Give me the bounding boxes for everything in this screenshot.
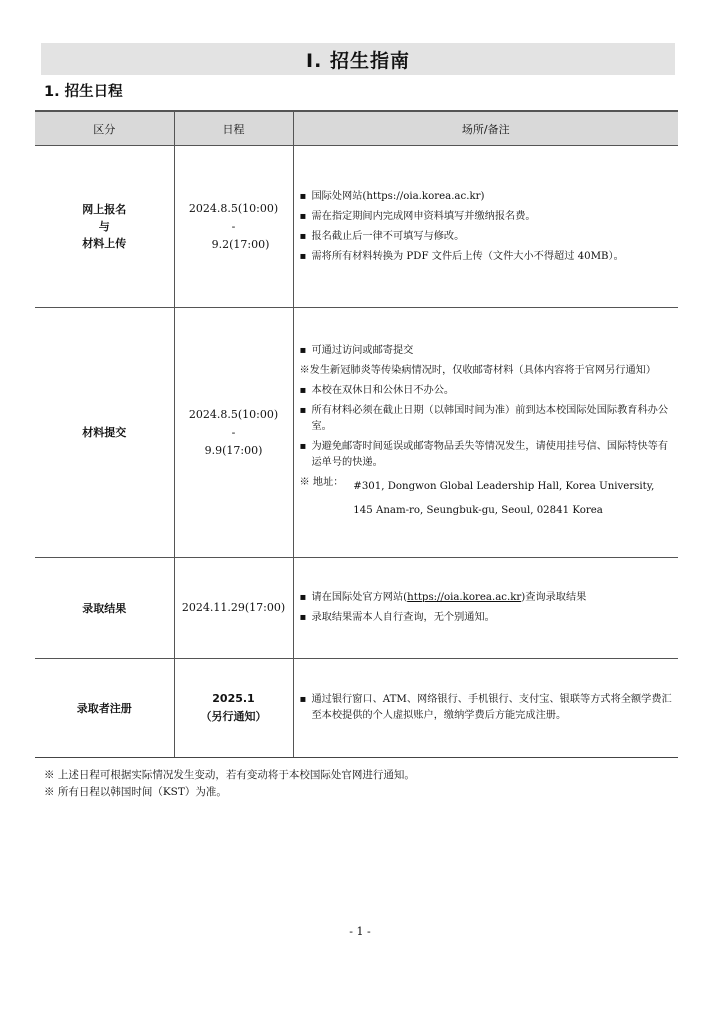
list-item: ▪ 通过银行窗口、ATM、网络银行、手机银行、支付宝、银联等方式将全额学费汇至本校提供的个人虚拟账户，缴纳学费后方能完成注册。 [300,692,673,724]
category-cell: 录取结果 [35,558,174,659]
category-cell: 录取者注册 [35,659,174,758]
page-title: Ⅰ. 招生指南 [41,43,675,75]
oia-website-link[interactable]: https://oia.korea.ac.kr [407,592,522,603]
schedule-table [35,110,678,758]
list-item: ※发生新冠肺炎等传染病情况时，仅收邮寄材料（具体内容将于官网另行通知） [299,364,657,376]
table-row [35,308,678,558]
date-cell: 2024.8.5(10:00) - 9.2(17:00) [174,146,293,308]
category-cell: 材料提交 [35,308,174,558]
footnotes [44,767,415,801]
header-notes: 场所/备注 [293,111,678,146]
list-item: ▪ 报名截止后一律不可填写与修改。 [300,229,673,245]
notes-cell [293,659,678,758]
address-text: #301, Dongwon Global Leadership Hall, Korea University, 145 Anam-ro, Seungbuk-gu, Seoul, 02841 Korea [353,480,655,516]
list-item: ▪ 所有材料必须在截止日期（以韩国时间为准）前到达本校国际处国际教育科办公室。 [300,403,673,435]
header-date: 日程 [174,111,293,146]
list-item: ▪ 请在国际处官方网站(https://oia.korea.ac.kr)查询录取结果 [300,590,673,606]
list-item: ▪ 本校在双休日和公休日不办公。 [300,383,673,399]
list-item: ▪ 国际处网站(https://oia.korea.ac.kr) [300,189,673,205]
list-item: ▪ 录取结果需本人自行查询，无个别通知。 [300,610,673,626]
table-row [35,659,678,758]
address-label: ※ 地址： [299,476,344,488]
table-row [35,146,678,308]
address-item [300,475,673,523]
notes-cell [293,146,678,308]
list-item: ▪ 需在指定期间内完成网申资料填写并缴纳报名费。 [300,209,673,225]
page-number: - 1 - [349,925,371,938]
list-item: ▪ 为避免邮寄时间延误或邮寄物品丢失等情况发生，请使用挂号信、国际特快等有运单号的快递。 [300,439,673,471]
date-cell: 2025.1 （另行通知） [174,659,293,758]
date-cell: 2024.8.5(10:00) - 9.9(17:00) [174,308,293,558]
footnote: ※ 所有日程以韩国时间（KST）为准。 [44,786,227,798]
notes-cell [293,308,678,558]
header-category: 区分 [35,111,174,146]
list-item: ▪ 需将所有材料转换为 PDF 文件后上传（文件大小不得超过 40MB）。 [300,249,673,265]
notes-cell [293,558,678,659]
category-cell: 网上报名 与 材料上传 [35,146,174,308]
date-cell: 2024.11.29(17:00) [174,558,293,659]
table-row [35,558,678,659]
list-item: ▪ 可通过访问或邮寄提交 [300,343,673,359]
table-header-row [35,111,678,146]
footnote: ※ 上述日程可根据实际情况发生变动，若有变动将于本校国际处官网进行通知。 [44,769,415,781]
section-heading: 1. 招生日程 [44,84,123,100]
